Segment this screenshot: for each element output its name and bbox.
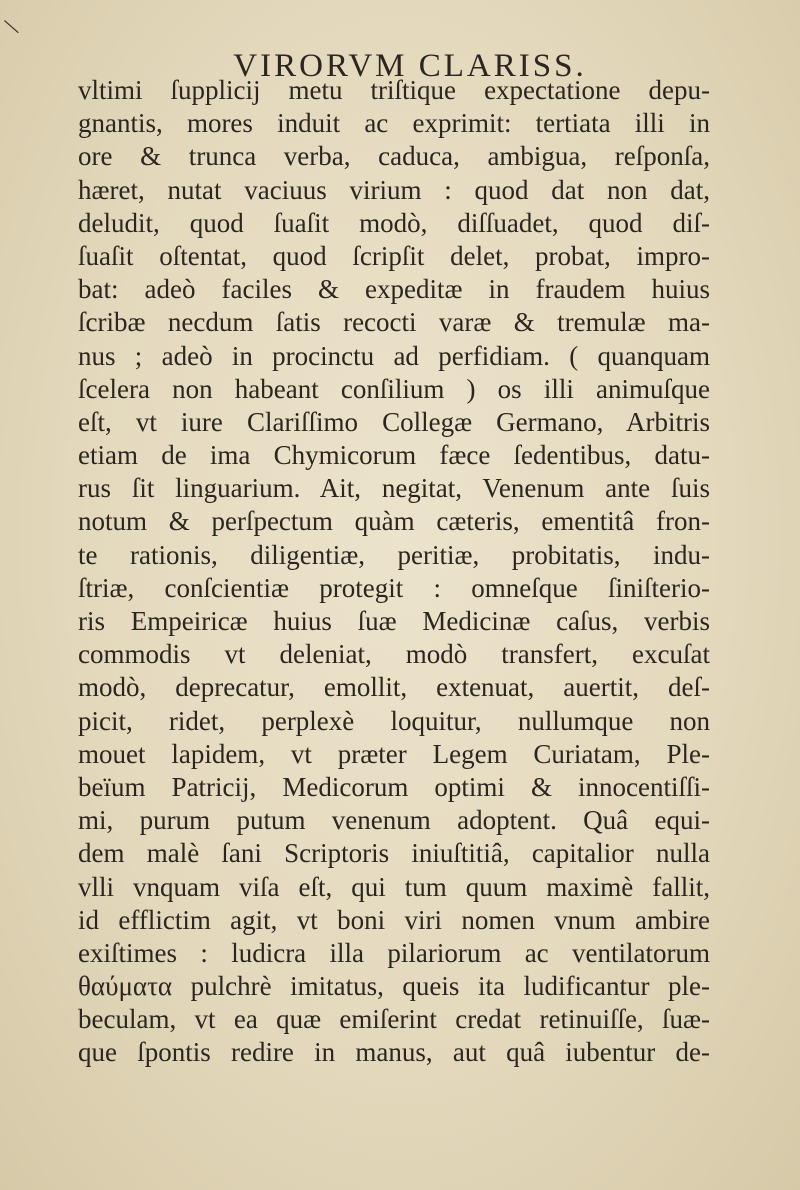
text-line: ſuaſit oſtentat, quod ſcripſit delet, probat, impro- xyxy=(78,240,710,271)
text-line: rus ſit linguarium. Ait, negitat, Venenum ante ſuis xyxy=(78,473,710,504)
text-line: ſtriæ, conſcientiæ protegit : omneſque ſiniſterio- xyxy=(78,572,710,603)
corner-mark: \ xyxy=(0,12,22,41)
text-line: θαύματα pulchrè imitatus, queis ita ludificantur ple- xyxy=(78,971,710,1002)
text-line: id efflictim agit, vt boni viri nomen vnum ambire xyxy=(78,904,710,935)
text-line: ſcelera non habeant conſilium ) os illi animuſque xyxy=(78,373,710,404)
text-line: hæret, nutat vaciuus virium : quod dat non dat, xyxy=(78,174,710,205)
text-line: beïum Patricij, Medicorum optimi & innocentiſſi- xyxy=(78,771,710,802)
text-line: deludit, quod ſuaſit modò, diſſuadet, quod diſ- xyxy=(78,207,710,238)
text-line: bat: adeò faciles & expeditæ in fraudem huius xyxy=(78,274,710,305)
text-line: gnantis, mores induit ac exprimit: tertiata illi in xyxy=(78,108,710,139)
text-line: notum & perſpectum quàm cæteris, ementitâ fron- xyxy=(78,506,710,537)
text-line: dem malè ſani Scriptoris iniuſtitiâ, capitalior nulla xyxy=(78,838,710,869)
running-head: VIRORVM CLARISS. xyxy=(233,48,587,84)
text-line: etiam de ima Chymicorum fæce ſedentibus, datu- xyxy=(78,440,710,471)
text-line: vltimi ſupplicij metu triſtique expectatione depu- xyxy=(78,75,710,105)
text-line: modò, deprecatur, emollit, extenuat, auertit, deſ- xyxy=(78,672,710,703)
text-line: exiſtimes : ludicra illa pilariorum ac ventilatorum xyxy=(78,937,710,968)
text-line: picit, ridet, perplexè loquitur, nullumque non xyxy=(78,705,710,736)
text-line: eſt, vt iure Clariſſimo Collegæ Germano, Arbitris xyxy=(78,406,710,437)
text-line: vlli vnquam viſa eſt, qui tum quum maximè fallit, xyxy=(78,871,710,902)
text-line: ris Empeiricæ huius ſuæ Medicinæ caſus, verbis xyxy=(78,606,710,636)
body-text xyxy=(78,74,710,1070)
text-line: ſcribæ necdum ſatis recocti varæ & tremulæ ma- xyxy=(78,307,710,338)
text-line: nus ; adeò in procinctu ad perfidiam. ( quanquam xyxy=(78,340,710,371)
text-line: commodis vt deleniat, modò transfert, excuſat xyxy=(78,639,710,670)
text-line: ore & trunca verba, caduca, ambigua, reſponſa, xyxy=(78,141,710,172)
text-line: mi, purum putum venenum adoptent. Quâ equi- xyxy=(78,805,710,836)
text-line: mouet lapidem, vt præter Legem Curiatam, Ple- xyxy=(78,738,710,769)
text-line: te rationis, diligentiæ, peritiæ, probitatis, indu- xyxy=(78,539,710,570)
text-line: que ſpontis redire in manus, aut quâ iubentur de- xyxy=(78,1037,710,1068)
text-line: beculam, vt ea quæ emiſerint credat retinuiſſe, ſuæ- xyxy=(78,1004,710,1035)
